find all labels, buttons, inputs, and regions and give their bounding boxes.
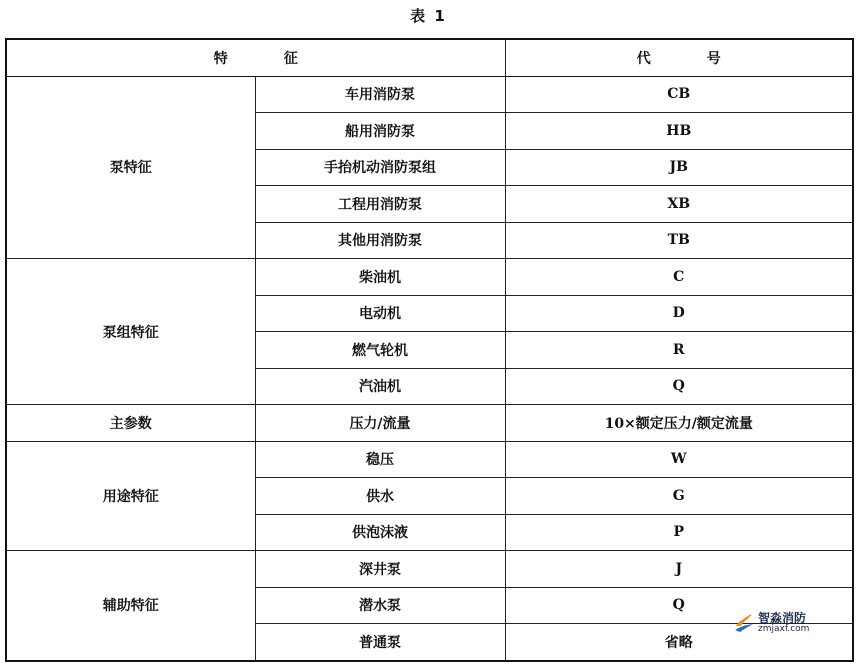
code-cell: HB: [505, 113, 853, 150]
watermark-logo: [733, 610, 843, 636]
code-cell: 省略: [505, 624, 853, 661]
table-row: [6, 441, 853, 478]
item-cell: 船用消防泵: [255, 113, 505, 150]
code-cell: CB: [505, 76, 853, 113]
item-cell: 汽油机: [255, 368, 505, 405]
group-label: 辅助特征: [6, 551, 255, 661]
code-cell: P: [505, 514, 853, 551]
table-row: [6, 405, 853, 442]
header-feature: 特 征: [6, 39, 505, 76]
header-code: 代 号: [505, 39, 853, 76]
table-row: [6, 259, 853, 296]
code-cell: XB: [505, 186, 853, 223]
item-cell: 普通泵: [255, 624, 505, 661]
table-title: 表 1: [410, 7, 447, 25]
item-cell: 燃气轮机: [255, 332, 505, 369]
item-cell: 压力/流量: [255, 405, 505, 442]
code-cell: D: [505, 295, 853, 332]
spec-table: [5, 38, 854, 662]
group-label: 泵特征: [6, 76, 255, 259]
table-row: [6, 76, 853, 113]
code-cell: C: [505, 259, 853, 296]
item-cell: 电动机: [255, 295, 505, 332]
item-cell: 稳压: [255, 441, 505, 478]
code-cell: Q: [505, 368, 853, 405]
item-cell: 深井泵: [255, 551, 505, 588]
item-cell: 车用消防泵: [255, 76, 505, 113]
item-cell: 工程用消防泵: [255, 186, 505, 223]
watermark-url: zmjaxf.com: [758, 624, 810, 634]
code-cell: W: [505, 441, 853, 478]
code-cell: Q: [505, 587, 853, 624]
item-cell: 供水: [255, 478, 505, 515]
table-row: [6, 551, 853, 588]
item-cell: 供泡沫液: [255, 514, 505, 551]
group-label: 用途特征: [6, 441, 255, 551]
group-label: 主参数: [6, 405, 255, 442]
flame-logo-icon: [733, 612, 755, 634]
header-row: [6, 39, 853, 76]
item-cell: 柴油机: [255, 259, 505, 296]
group-label: 泵组特征: [6, 259, 255, 405]
code-cell: 10×额定压力/额定流量: [505, 405, 853, 442]
item-cell: 其他用消防泵: [255, 222, 505, 259]
code-cell: G: [505, 478, 853, 515]
item-cell: 潜水泵: [255, 587, 505, 624]
code-cell: JB: [505, 149, 853, 186]
code-cell: R: [505, 332, 853, 369]
watermark-name: 智淼消防: [758, 611, 807, 625]
code-cell: TB: [505, 222, 853, 259]
item-cell: 手抬机动消防泵组: [255, 149, 505, 186]
code-cell: J: [505, 551, 853, 588]
